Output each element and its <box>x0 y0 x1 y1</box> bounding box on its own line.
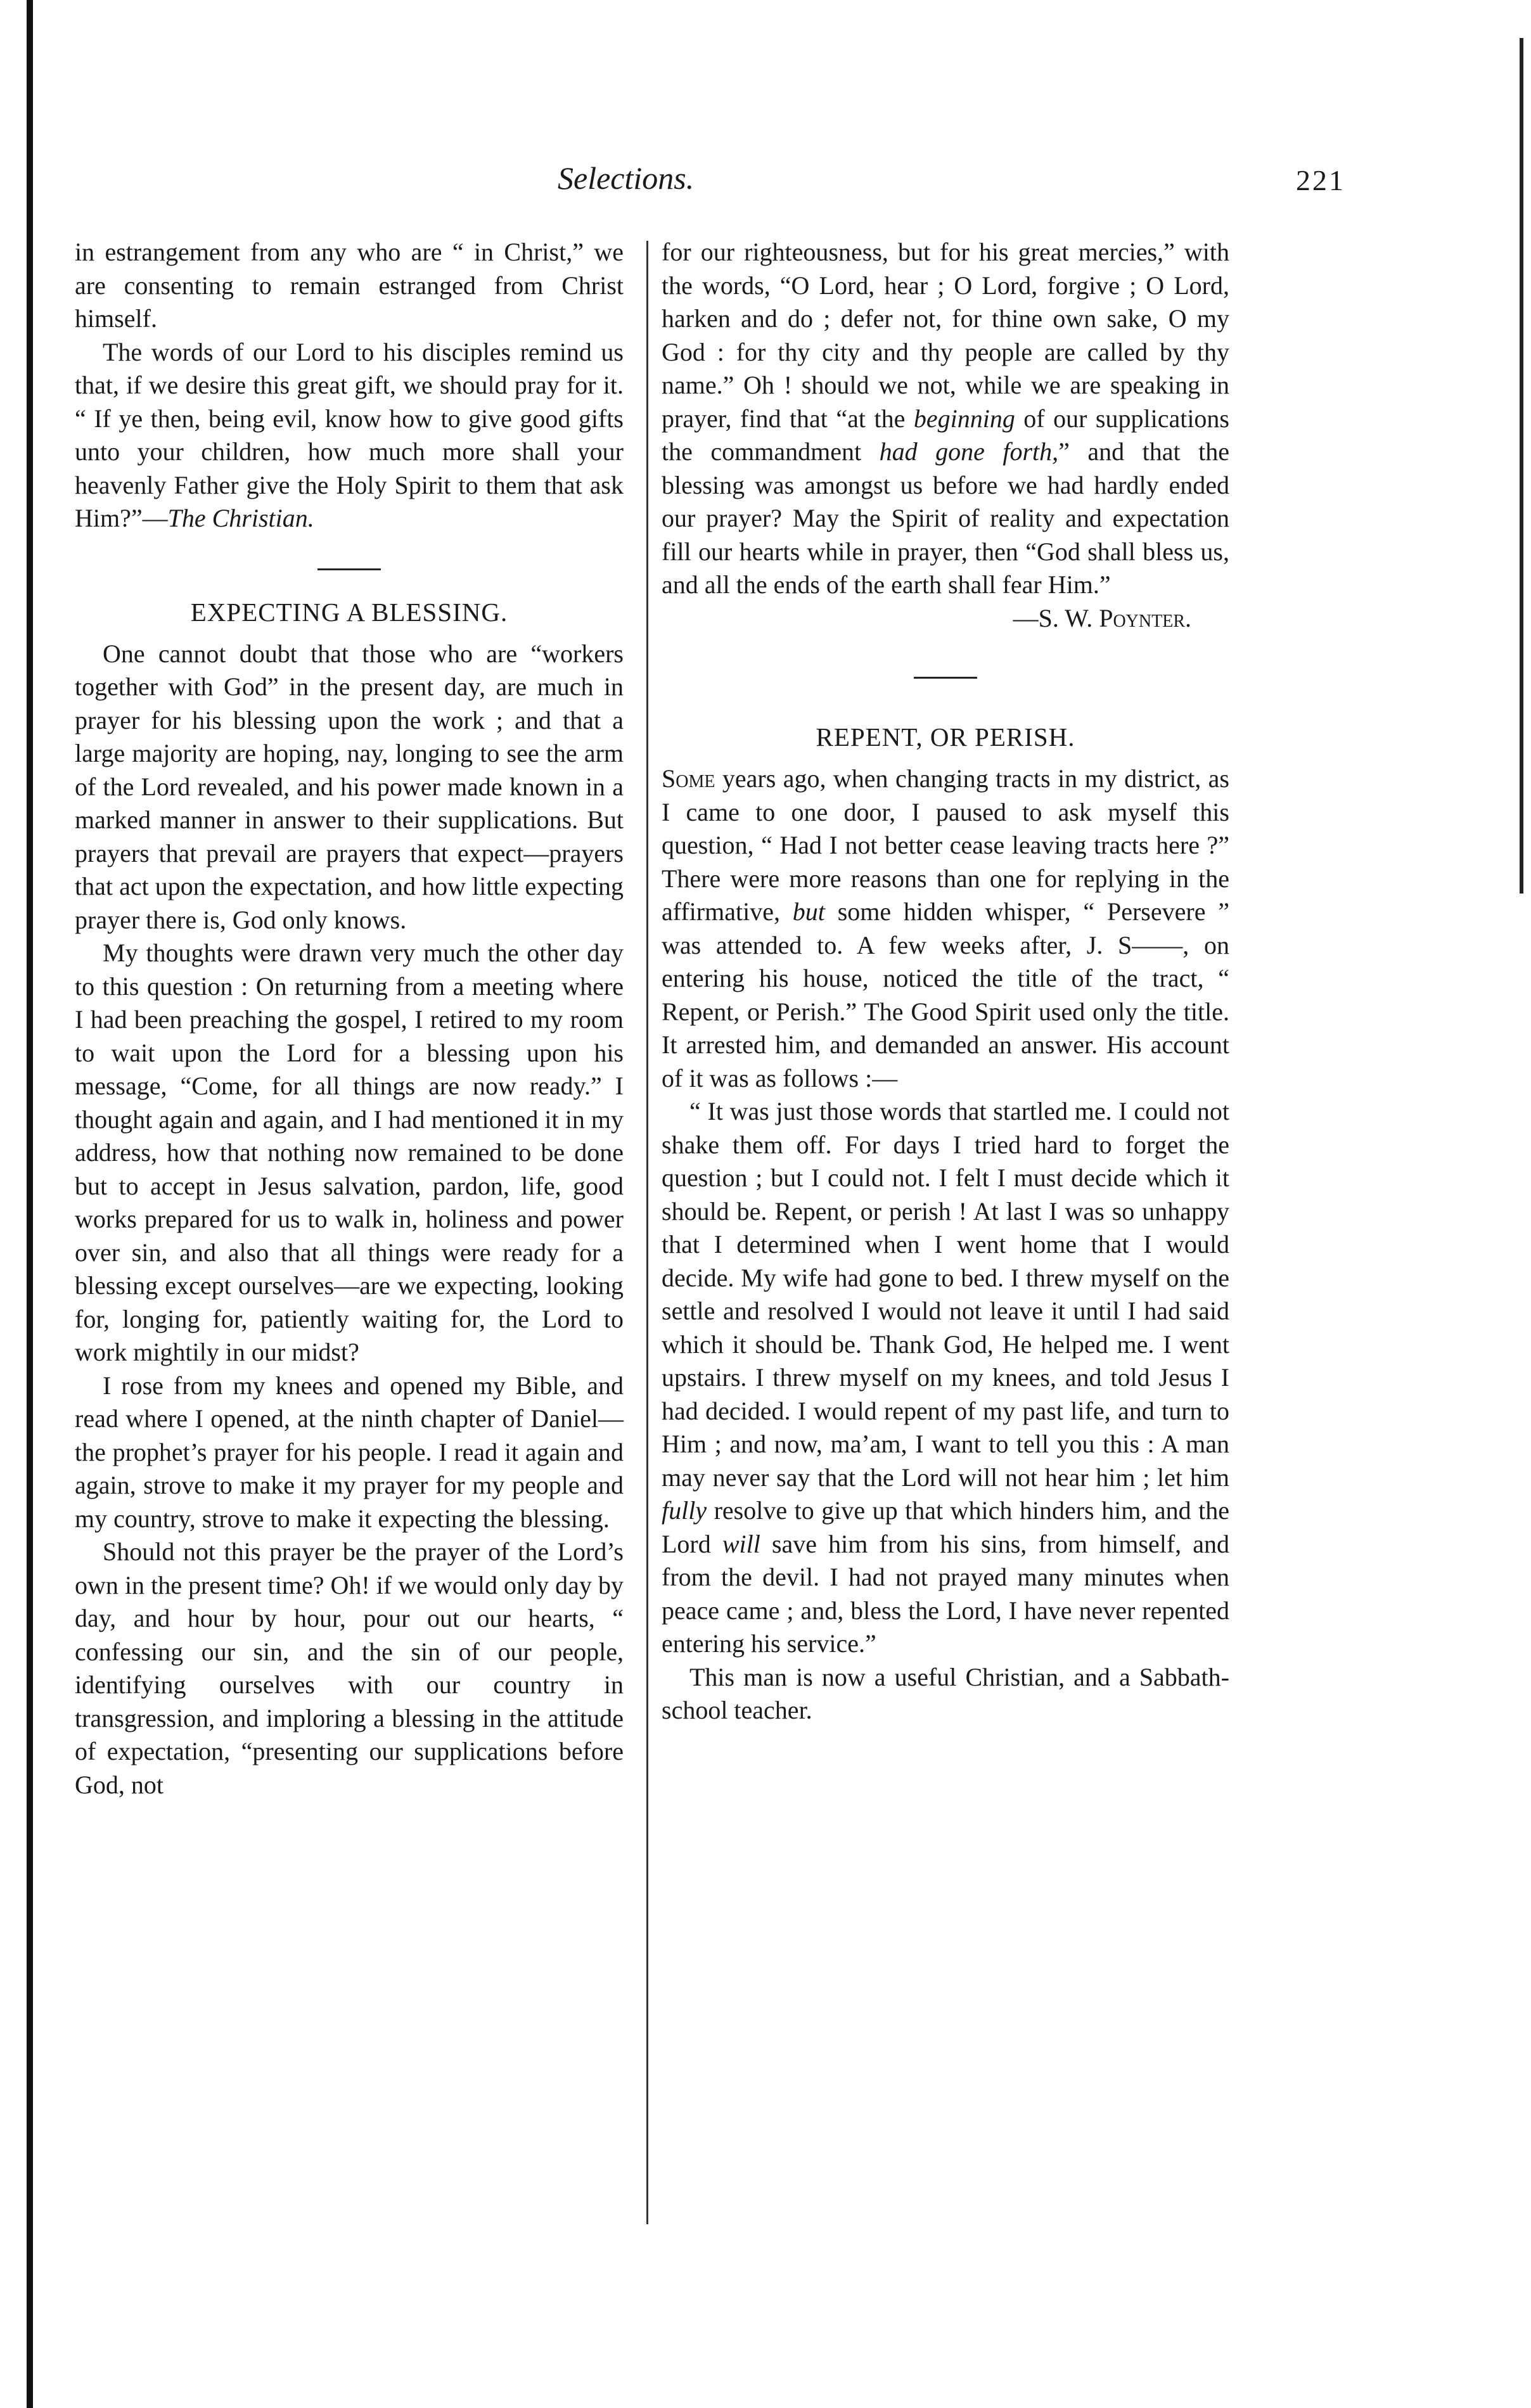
paragraph-text: some hidden whisper, “ Persevere ” was attended to. A few weeks after, J. S——, on entering his house, noticed the title of the tract, “ Repent, or Perish.” The Good Spirit used only the title. It arrested him, and demanded an answer. His account of it was as follows :— <box>662 897 1230 1092</box>
paragraph: This man is now a useful Christian, and a Sabbath-school teacher. <box>662 1662 1229 1724</box>
source-attribution: The Christian. <box>167 504 314 532</box>
paragraph-text: “ It was just those words that startled me. I could not shake them off. For days I tried hard to forget the question ; but I could not. I felt I must decide which it should be. Repent, or perish ! At last I was so unhappy that I determined when I went home that I would decide. My wife had gone to bed. I threw myself on the settle and resolved I would not leave it until I had said which it should be. Thank God, He helped me. I went upstairs. I threw myself on my knees, and told Jesus I had decided. I would repent of my past life, and turn to Him ; and now, ma’am, I want to tell you this : A man may never say that the Lord will not hear him ; let him <box>662 1097 1229 1492</box>
paragraph-text: resolve to give up that which hinders him, and the Lord <box>662 1496 1229 1558</box>
paragraph: I rose from my knees and opened my Bible, and read where I opened, at the ninth chapter of Daniel—the prophet’s prayer for his people. I read it again and again, strove to make it my prayer for my people and my country, strove to make it expecting the blessing. <box>75 1371 624 1533</box>
left-column <box>75 236 624 1802</box>
paragraph: Should not this prayer be the prayer of the Lord’s own in the present time? Oh! if we would only day by day, and hour by hour, pour out our hearts, “ confessing our sin, and the sin of our people, identifying ourselves with our country in transgression, and imploring a blessing in the attitude of expectation, “presenting our supplications before God, not <box>75 1537 624 1799</box>
paragraph-text: years ago, when changing tracts in my district, as I came to one door, I paused to ask myself this question, “ Had I not better cease leaving tracts here ?” There were more reasons than one for replying in the affirmative, <box>662 764 1229 926</box>
column-divider <box>646 241 648 2224</box>
paragraph-text: for our righteousness, but for his great mercies,” with the words, “O Lord, hear ; O Lord, forgive ; O Lord, harken and do ; defer not, for thine own sake, O my God : for thy city and thy people are called by thy name.” Oh ! should we not, while we are speaking in prayer, find that “at the <box>662 238 1229 433</box>
paragraph-text: save him from his sins, from himself, and from the devil. I had not prayed many minutes when peace came ; and, bless the Lord, I have never repented entering his service.” <box>662 1529 1229 1658</box>
spacer <box>662 635 1229 677</box>
paragraph-text: ” and that the blessing was amongst us before we had hardly ended our prayer? May the Spirit of reality and expectation fill our hearts while in prayer, then “God shall bless us, and all the ends of the earth shall fear Him.” <box>662 437 1229 599</box>
paragraph <box>662 762 1229 1095</box>
emphasis: will <box>722 1529 760 1558</box>
paragraph <box>662 236 1229 602</box>
paragraph: My thoughts were drawn very much the other day to this question : On returning from a meeting where I had been preaching the gospel, I retired to my room to wait upon the Lord for a blessing upon his message, “Come, for all things are now ready.” I thought again and again, and I had mentioned it in my address, how that nothing now remained to be done but to accept in Jesus salvation, pardon, life, good works prepared for us to walk in, holiness and power over sin, and also that all things were ready for a blessing except ourselves—are we expecting, looking for, longing for, patiently waiting for, the Lord to work mightily in our midst? <box>75 938 624 1366</box>
spacer <box>75 570 624 596</box>
page-number: 221 <box>1296 164 1345 196</box>
paragraph-text: The words of our Lord to his disciples remind us that, if we desire this great gift, we should pray for it. “ If ye then, being evil, know how to give good gifts unto your children, how much more shall your heavenly Father give the Holy Spirit to them that ask Him?”— <box>75 337 624 532</box>
paragraph: One cannot doubt that those who are “workers together with God” in the present day, are much in prayer for his blessing upon the work ; and that a large majority are hoping, nay, longing to see the arm of the Lord revealed, and his power made known in a marked manner in answer to their supplications. But prayers that prevail are prayers that expect—prayers that act upon the expectation, and how little expecting prayer there is, God only knows. <box>75 639 624 934</box>
author-signature: —S. W. Poynter. <box>1013 603 1191 632</box>
drop-word: Some <box>662 764 715 793</box>
right-column <box>662 236 1229 1727</box>
running-title: Selections. <box>558 160 695 196</box>
emphasis: but <box>792 897 825 926</box>
spacer <box>662 679 1229 720</box>
spacer <box>75 629 624 637</box>
emphasis: had gone forth, <box>879 437 1059 466</box>
section-heading: EXPECTING A BLESSING. <box>190 597 508 627</box>
spacer <box>662 753 1229 762</box>
paragraph-text: of our supplications the commandment <box>662 404 1229 466</box>
paragraph: in estrangement from any who are “ in Christ,” we are consenting to remain estranged from Christ himself. <box>75 238 624 333</box>
page-edge-mark <box>1520 38 1523 893</box>
paragraph <box>75 336 624 535</box>
binding-edge <box>27 0 33 2408</box>
emphasis: beginning <box>913 404 1015 433</box>
section-heading: REPENT, OR PERISH. <box>816 722 1075 752</box>
paragraph <box>662 1095 1229 1661</box>
emphasis: fully <box>662 1496 707 1525</box>
spacer <box>75 535 624 568</box>
